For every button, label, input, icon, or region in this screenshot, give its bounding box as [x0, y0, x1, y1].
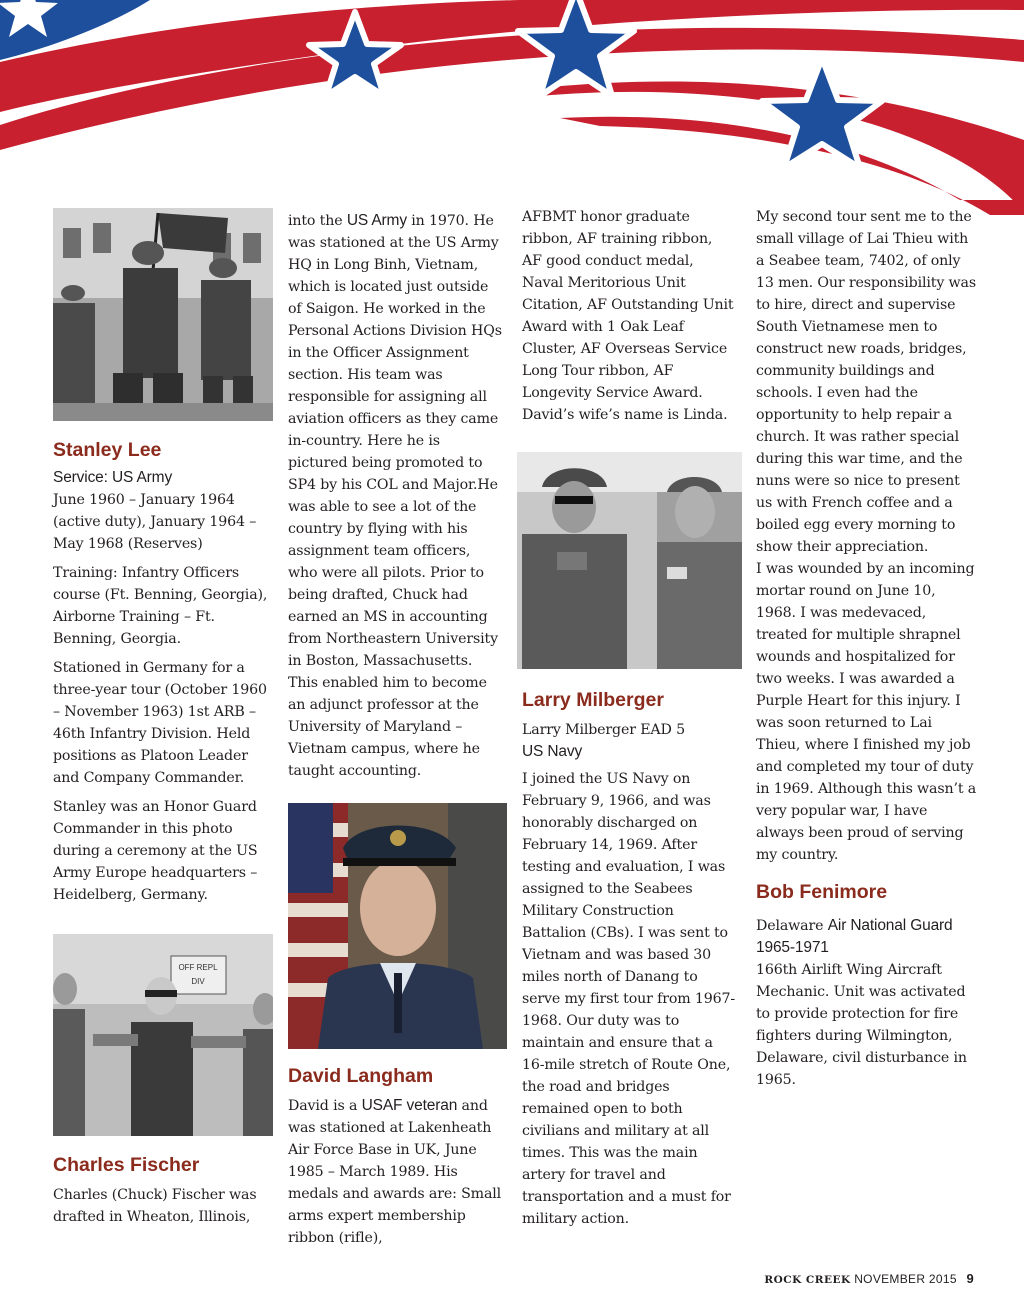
larry-milberger-photo [517, 452, 742, 669]
stanley-lee-photo [53, 208, 273, 421]
bob-fenimore-name: Bob Fenimore [756, 881, 888, 903]
larry-milberger-second-tour: My second tour sent me to the small village of Lai Thieu with a Seabee team, 7402, of only 13 men. Our responsibility was to hire, direct and supervise South Vietnamese men to construct new roads, bridges, community buildings and schools. I even had the opportunity to help repair a church. It was rather special during this war time, and the nuns were so nice to present us with French coffee and a boiled egg every morning to show their appreciation. [756, 209, 976, 555]
stanley-lee-service: Service: US Army [53, 469, 173, 486]
charles-fischer-continued [288, 210, 502, 782]
cont-text-a: into the [288, 213, 347, 229]
stars-stripes-banner [0, 0, 1024, 220]
charles-fischer-photo [53, 934, 273, 1136]
stanley-lee-stationed: Stationed in Germany for a three-year tour (October 1960 – November 1963) 1st ARB – 46th Infantry Division. Held positions as Platoon Leader and Company Commander. [53, 660, 267, 786]
cont-text-b: in 1970. He was stationed at the US Army HQ in Long Binh, Vietnam, which is located just outside of Saigon. He worked in the Personal Actions Division HQs in the Officer Assignment section. His team was responsible for assigning all aviation officers as they came in-country. Here he is pictured being promoted to SP4 by his COL and Major.He was able to see a lot of the country by flying with his assignment team officers, who were all pilots. Prior to being drafted, Chuck had earned an MS in accounting from Northeastern University in Boston, Massachusetts. This enabled him to become an adjunct professor at the University of Maryland – Vietnam campus, where he taught accounting. [288, 213, 502, 779]
column-1 [53, 205, 275, 1228]
david-langham-photo [288, 803, 507, 1049]
david-langham-awards-continued: AFBMT honor graduate ribbon, AF training ribbon, AF good conduct medal, Naval Meritorious Unit Citation, AF Outstanding Unit Award with 1 Oak Leaf Cluster, AF Overseas Service Long Tour ribbon, AF Longevity Service Award. David’s wife’s name is Linda. [522, 209, 734, 423]
david-langham-name: David Langham [288, 1065, 434, 1087]
unit-years: 1965-1971 [756, 939, 829, 956]
larry-milberger-branch: US Navy [522, 743, 583, 760]
photo-sign-line-2: DIV [191, 977, 205, 986]
larry-milberger-body: I joined the US Navy on February 9, 1966, and was honorably discharged on February 14, 1969. After testing and evaluation, I was assigned to the Seabees Military Construction Battalion (CBs). I was sent to Vietnam and was based 30 miles north of Danang to serve my first tour from 1967-1968. Our duty was to maintain and ensure that a 16-mile stretch of Route One, the road and bridges remained open to both civilians and military at all times. This was the main artery for travel and transportation and a must for military action. [522, 771, 736, 1227]
intro-text-a: David is a [288, 1098, 362, 1114]
unit-text-a: Delaware [756, 918, 828, 934]
photo-sign-line-1: OFF REPL [178, 963, 218, 972]
column-3 [522, 205, 736, 1230]
david-langham-intro [288, 1095, 502, 1249]
issue-date: NOVEMBER 2015 [854, 1272, 957, 1286]
bob-fenimore-unit [756, 915, 978, 959]
stanley-lee-name: Stanley Lee [53, 439, 162, 461]
page-number: 9 [966, 1271, 974, 1286]
page-footer [764, 1271, 974, 1286]
bob-fenimore-body: 166th Airlift Wing Aircraft Mechanic. Unit was activated to provide protection for fire fighters during Wilmington, Delaware, civil disturbance in 1965. [756, 962, 967, 1088]
stanley-lee-dates: June 1960 – January 1964 (active duty), January 1964 – May 1968 (Reserves) [53, 492, 257, 552]
charles-fischer-name: Charles Fischer [53, 1154, 200, 1176]
larry-milberger-ead: Larry Milberger EAD 5 [522, 722, 685, 738]
usaf-veteran-label: USAF veteran [361, 1097, 458, 1114]
magazine-name: ROCK CREEK [764, 1274, 851, 1286]
larry-milberger-name: Larry Milberger [522, 689, 664, 711]
stanley-lee-training: Training: Infantry Officers course (Ft. Benning, Georgia), Airborne Training – Ft. Benning, Georgia. [53, 565, 268, 647]
larry-milberger-wounded: I was wounded by an incoming mortar round on June 10, 1968. I was medevaced, treated for multiple shrapnel wounds and hospitalized for two weeks. I was awarded a Purple Heart for this injury. I was soon returned to Lai Thieu, where I finished my job and completed my tour of duty in 1969. Although this wasn’t a very popular war, I have always been proud of serving my country. [756, 561, 977, 863]
charles-fischer-intro: Charles (Chuck) Fischer was drafted in Wheaton, Illinois, [53, 1187, 257, 1225]
column-4 [756, 205, 978, 1091]
us-army-label: US Army [346, 212, 407, 229]
column-2 [288, 205, 502, 1249]
stanley-lee-honor-guard: Stanley was an Honor Guard Commander in this photo during a ceremony at the US Army Europe headquarters – Heidelberg, Germany. [53, 799, 258, 903]
intro-text-b: and was stationed at Lakenheath Air Force Base in UK, June 1985 – March 1989. His medals and awards are: Small arms expert membership ribbon (rifle), [288, 1098, 502, 1246]
air-national-guard-label: Air National Guard [827, 917, 953, 934]
